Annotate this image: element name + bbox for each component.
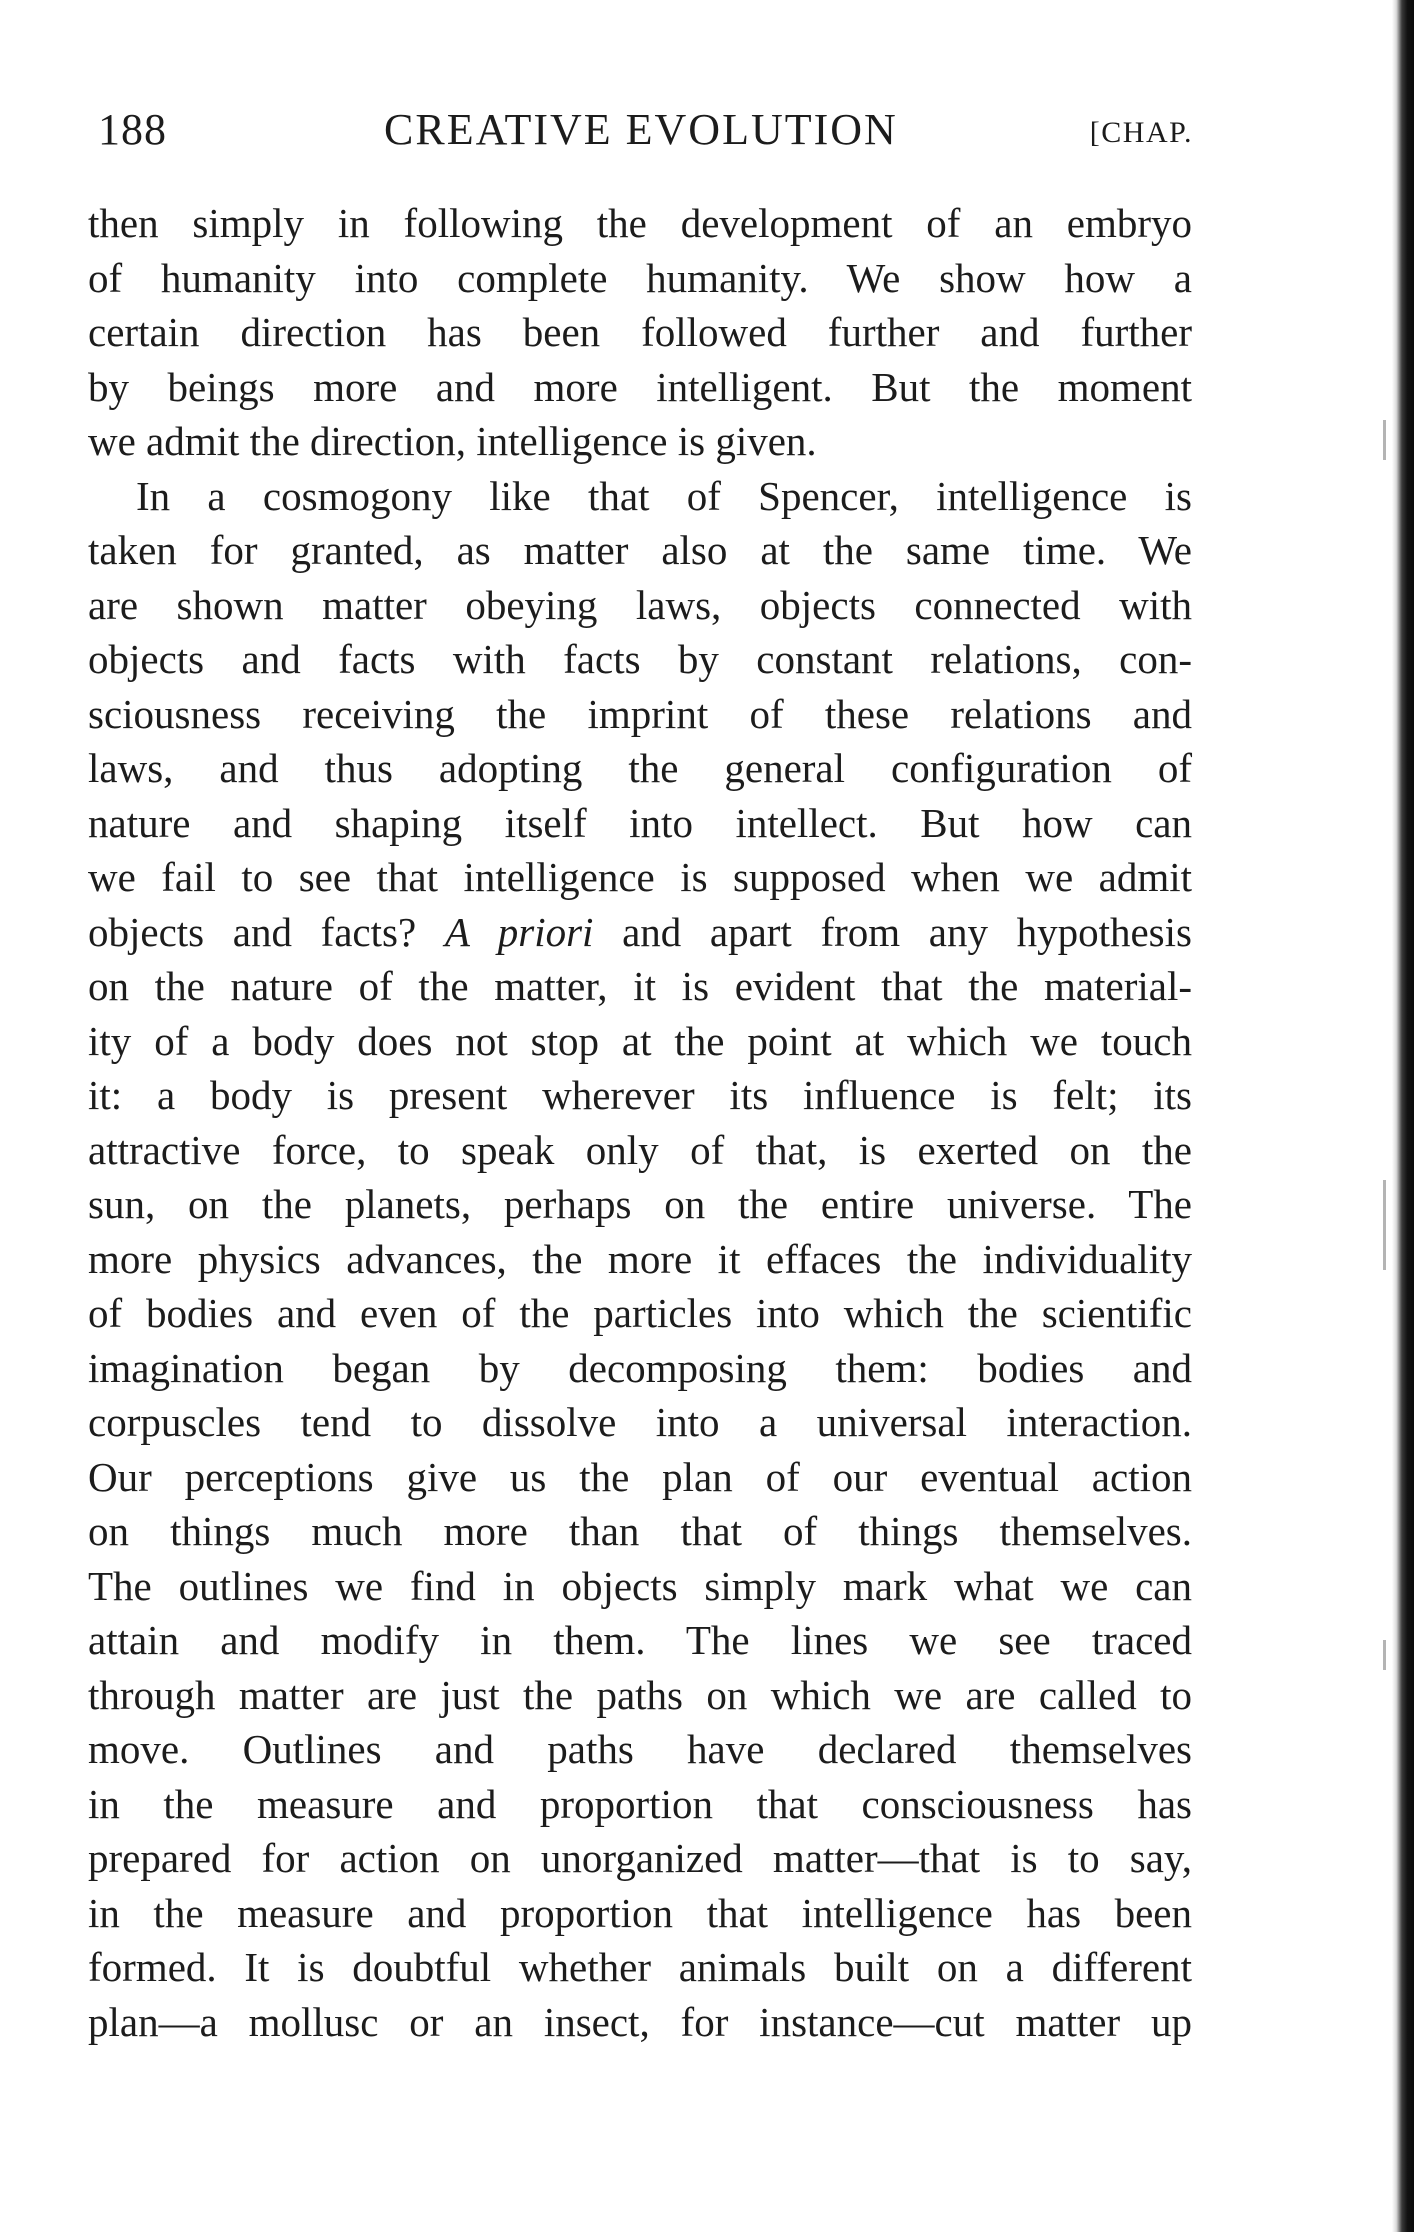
text-line: of humanity into complete humanity. We show how a [88, 254, 1192, 301]
text-line: by beings more and more intelligent. But the moment [88, 363, 1192, 410]
text-line: of bodies and even of the particles into which the scientific [88, 1290, 1192, 1336]
binding-edge [1392, 0, 1414, 2232]
text-line: plan—a mollusc or an insect, for instance—cut matter up [88, 1998, 1192, 2045]
text-fragment: and apart from any hypothesis [622, 908, 1192, 955]
text-line: attain and modify in them. The lines we see traced [88, 1617, 1192, 1663]
text-line [88, 905, 1192, 960]
text-line: ity of a body does not stop at the point at which we touch [88, 1017, 1192, 1064]
text-line: we fail to see that intelligence is supposed when we admit [88, 854, 1192, 900]
text-line: are shown matter obeying laws, objects connected with [88, 581, 1192, 628]
text-line: move. Outlines and paths have declared themselves [88, 1726, 1192, 1772]
text-line: taken for granted, as matter also at the same time. We [88, 527, 1192, 573]
running-head [98, 104, 1193, 160]
text-line: then simply in following the development of an embryo [88, 200, 1192, 246]
text-line: laws, and thus adopting the general configuration of [88, 745, 1192, 791]
text-line: certain direction has been followed further and further [88, 309, 1192, 355]
text-line: formed. It is doubtful whether animals built on a different [88, 1944, 1192, 1990]
text-line: on things much more than that of things themselves. [88, 1508, 1192, 1554]
text-line: through matter are just the paths on which we are called to [88, 1671, 1192, 1718]
text-line: in the measure and proportion that consciousness has [88, 1780, 1192, 1827]
body-text [88, 196, 1192, 2049]
text-line: attractive force, to speak only of that, is exerted on the [88, 1126, 1192, 1173]
text-line: sciousness receiving the imprint of these relations and [88, 690, 1192, 737]
text-line: in the measure and proportion that intelligence has been [88, 1889, 1192, 1936]
text-line: imagination began by decomposing them: bodies and [88, 1344, 1192, 1391]
text-line: The outlines we find in objects simply mark what we can [88, 1562, 1192, 1609]
text-line: objects and facts with facts by constant relations, con- [88, 636, 1192, 682]
text-line: we admit the direction, intelligence is given. [88, 418, 817, 464]
scan-speck [1383, 420, 1386, 460]
text-line: it: a body is present wherever its influence is felt; its [88, 1072, 1192, 1118]
text-line: Our perceptions give us the plan of our eventual action [88, 1453, 1192, 1500]
text-line: more physics advances, the more it effaces the individuality [88, 1235, 1192, 1282]
book-title: CREATIVE EVOLUTION [384, 105, 898, 154]
text-fragment: objects and facts? [88, 908, 417, 955]
text-line: nature and shaping itself into intellect. But how can [88, 799, 1192, 846]
scan-speck [1383, 1180, 1386, 1270]
page-number: 188 [98, 105, 167, 154]
italic-phrase: A priori [444, 908, 594, 955]
text-line: In a cosmogony like that of Spencer, intelligence is [136, 472, 1192, 519]
text-line: corpuscles tend to dissolve into a universal interaction. [88, 1399, 1192, 1445]
chapter-marker: [CHAP. [1089, 116, 1193, 149]
text-line: sun, on the planets, perhaps on the entire universe. The [88, 1181, 1192, 1227]
text-line: prepared for action on unorganized matter—that is to say, [88, 1835, 1192, 1881]
scan-speck [1383, 1640, 1386, 1670]
text-line: on the nature of the matter, it is evident that the material- [88, 963, 1192, 1009]
